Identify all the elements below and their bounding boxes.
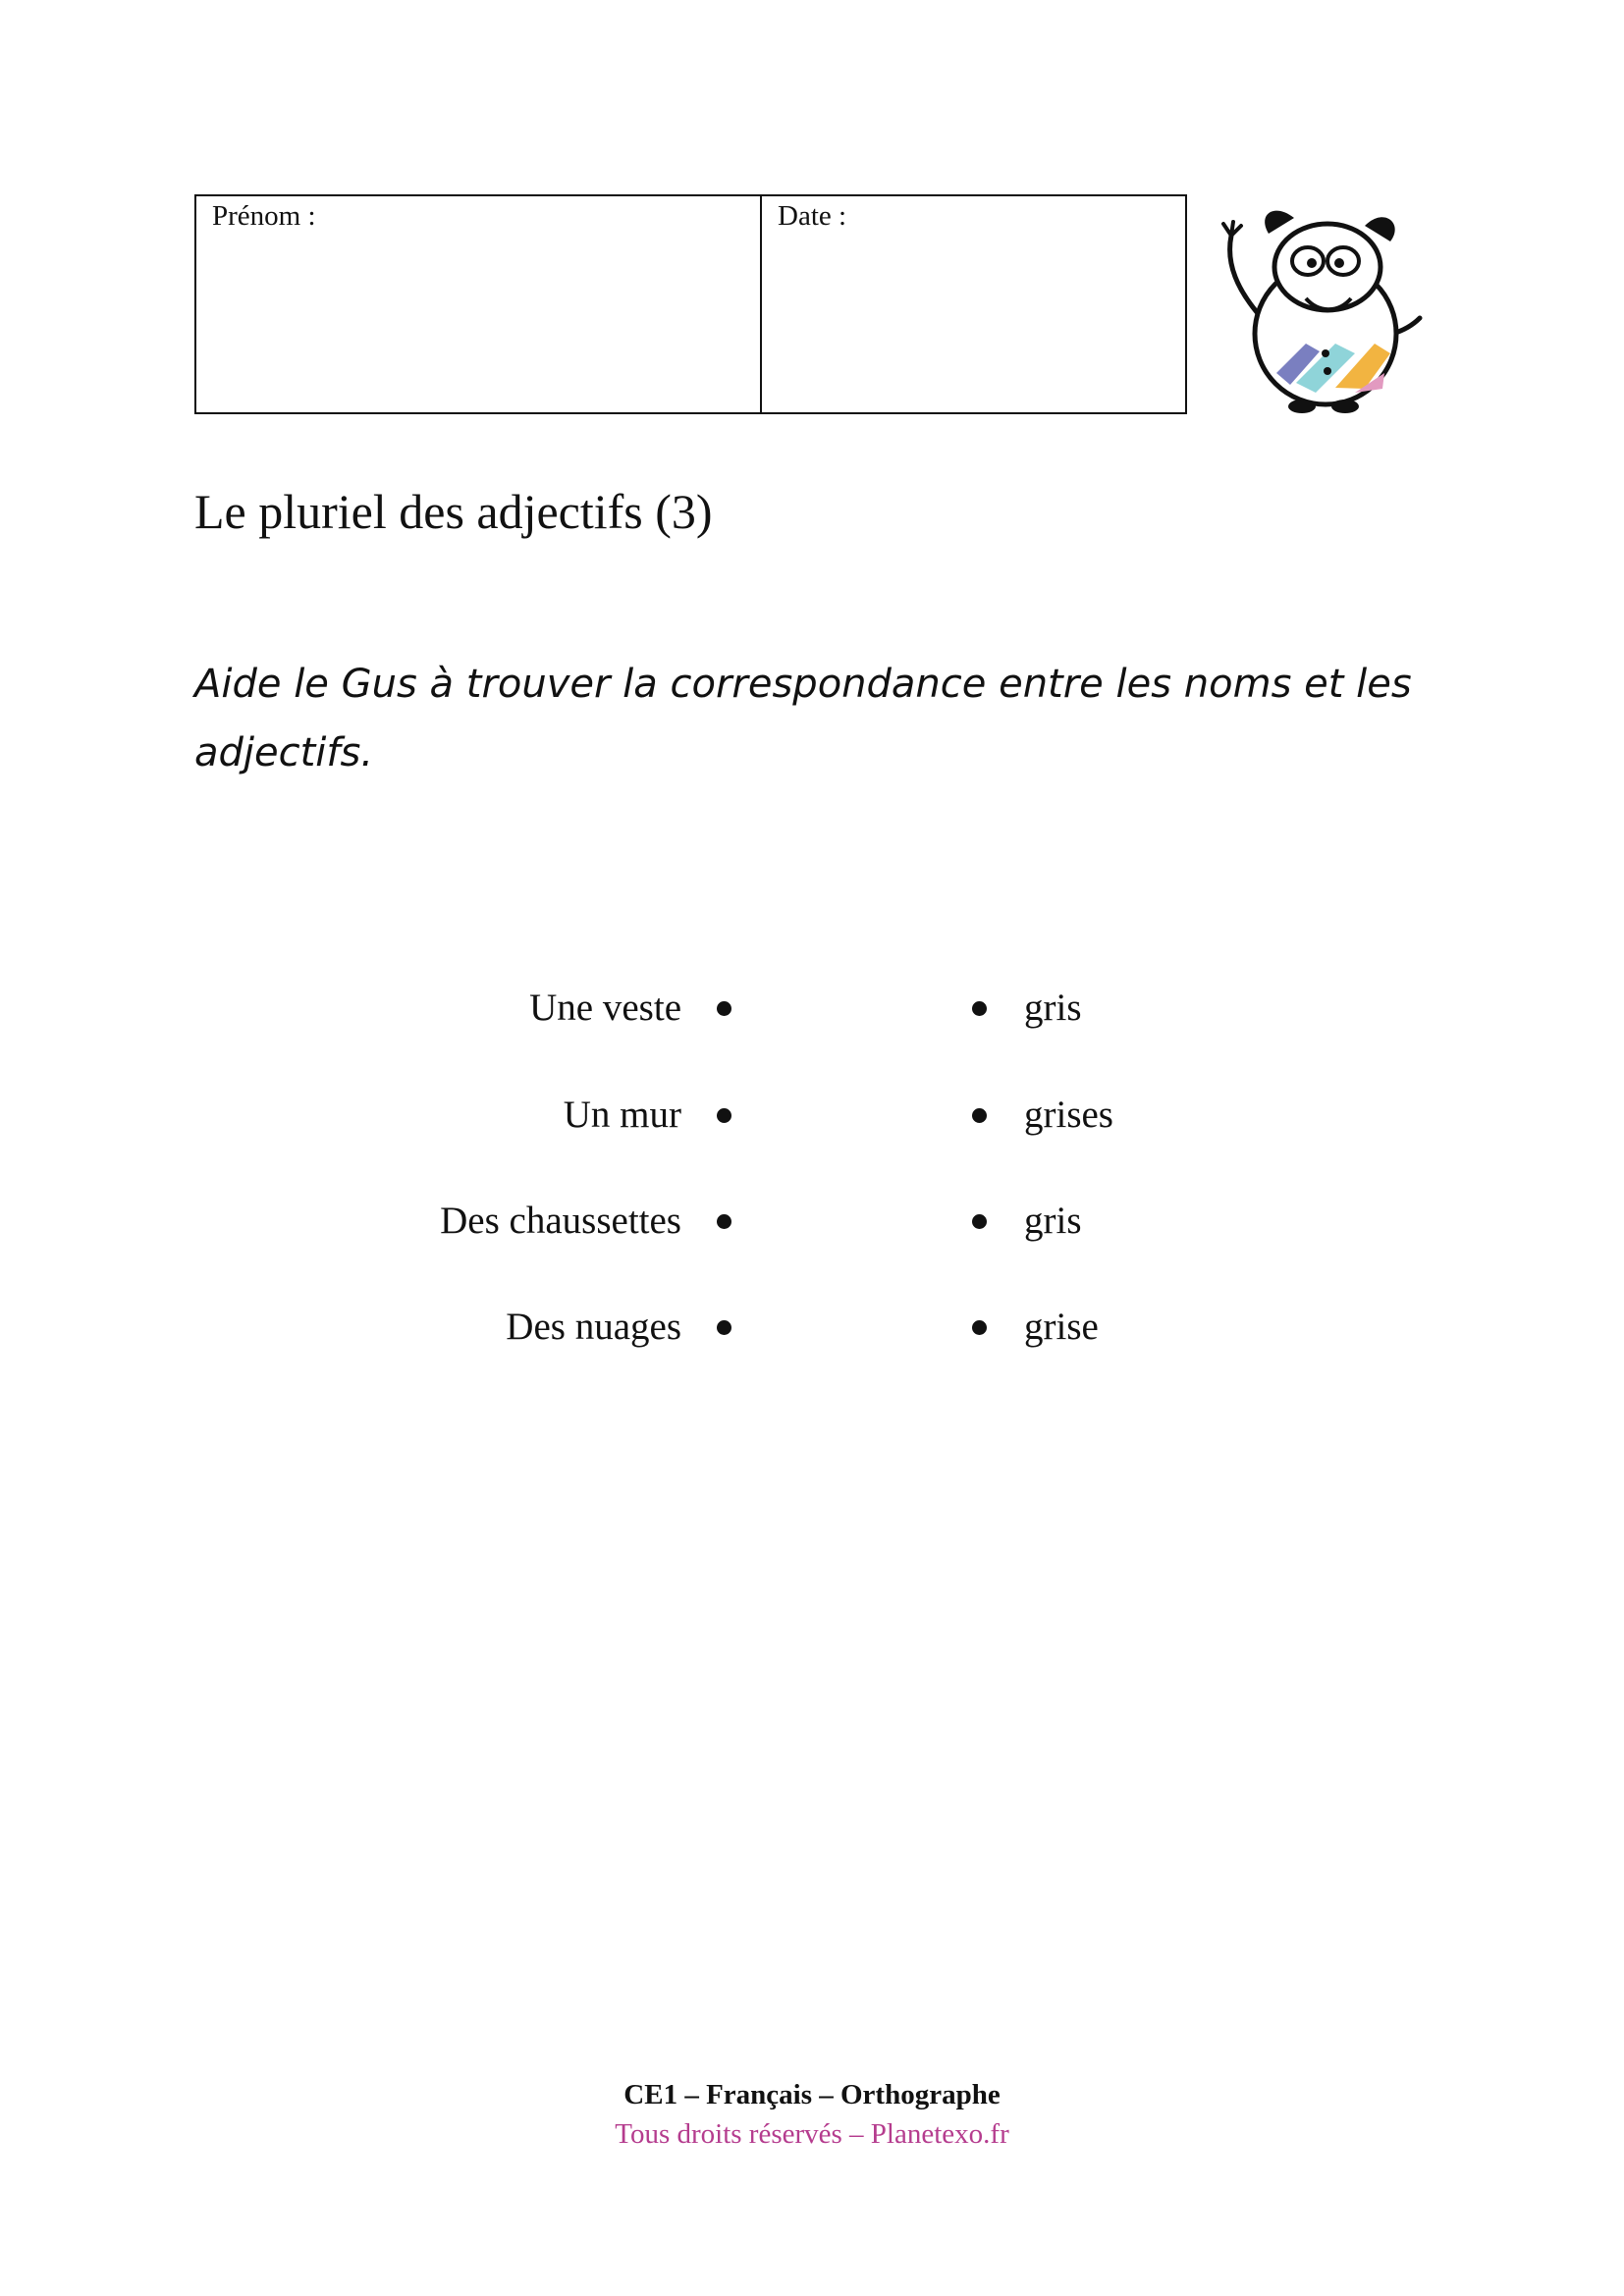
noun-dot[interactable] <box>717 1214 731 1229</box>
matching-row <box>0 1086 1624 1145</box>
adjective-label: gris <box>1024 987 1082 1029</box>
adjective-label: gris <box>1024 1200 1082 1242</box>
adjective-dot[interactable] <box>972 1108 987 1123</box>
page-title: Le pluriel des adjectifs (3) <box>194 484 713 539</box>
footer-copyright-link[interactable]: Tous droits réservés – Planetexo.fr <box>615 2118 1009 2150</box>
date-field[interactable] <box>762 196 1185 412</box>
footer-subject: CE1 – Français – Orthographe <box>623 2079 1001 2110</box>
adjective-dot[interactable] <box>972 1320 987 1335</box>
noun-label: Des chaussettes <box>440 1200 681 1242</box>
adjective-dot[interactable] <box>972 1214 987 1229</box>
adjective-label: grises <box>1024 1094 1113 1136</box>
noun-label: Un mur <box>563 1094 681 1136</box>
matching-row <box>0 979 1624 1038</box>
first-name-field[interactable] <box>196 196 762 412</box>
noun-dot[interactable] <box>717 1001 731 1016</box>
first-name-label: Prénom : <box>212 200 316 232</box>
noun-dot[interactable] <box>717 1108 731 1123</box>
noun-dot[interactable] <box>717 1320 731 1335</box>
exercise-instruction: Aide le Gus à trouver la correspondance entre les noms et les adjectifs. <box>194 662 1412 775</box>
adjective-label: grise <box>1024 1306 1099 1348</box>
name-date-box <box>194 194 1187 414</box>
date-label: Date : <box>778 200 847 232</box>
adjective-dot[interactable] <box>972 1001 987 1016</box>
gus-mascot-icon <box>1218 196 1434 422</box>
noun-label: Une veste <box>529 987 681 1029</box>
noun-label: Des nuages <box>506 1306 681 1348</box>
matching-row <box>0 1298 1624 1357</box>
matching-row <box>0 1192 1624 1251</box>
